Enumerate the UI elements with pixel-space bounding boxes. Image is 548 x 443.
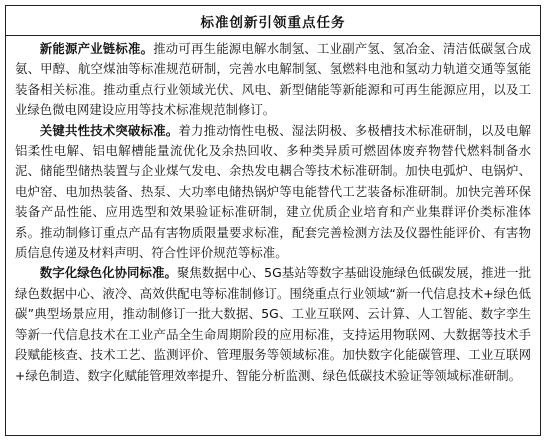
paragraph-text: 推动可再生能源电解水制氢、工业副产氢、氢冶金、清洁低碳氢合成氨、甲醇、航空煤油等标准规范研制，完善水电解制氢、氢燃料电池和氢动力轨道交通等氢能装备相关标准。推动重点行业领域光伏、风电、新型储能等新能源和可再生能源应用，以及工业绿色微电网建设应用等技术标准规范制修订。 xyxy=(15,41,532,118)
paragraph-text: 聚焦数据中心、5G基站等数字基础设施绿色低碳发展，推进一批绿色数据中心、液冷、高效供配电等标准制修订。围绕重点行业领域“新一代信息技术+绿色低碳”典型场景应用，推动制修订一批大数据、5G、工业互联网、云计算、人工智能、数字孪生等新一代信息技术在工业产品全生命周期阶段的应用标准，支持运用物联网、大数据等技术手段赋能核查、技术工艺、监测评价、管理服务等领域标准。加快数字化能碳管理、工业互联网+绿色制造、数字化赋能管理效率提升、智能分析监测、绿色低碳技术验证等领域标准研制。 xyxy=(15,265,531,383)
paragraph-lead: 关键共性技术突破标准。 xyxy=(39,122,179,138)
paragraph-new-energy xyxy=(15,39,531,121)
box-body xyxy=(6,36,540,386)
paragraph-lead: 新能源产业链标准。 xyxy=(39,41,154,56)
paragraph-text: 着力推动惰性电极、湿法阴极、多极槽技术标准研制，以及电解铝柔性电解、铝电解槽能量流优化及余热回收、多种类异质可燃固体废弃物替代燃料制备水泥、储能型储热装置与企业煤气发电、余热发电耦合等技术标准研制。加快电弧炉、电锅炉、电炉窑、电加热装备、热泵、大功率电储热锅炉等电能替代工艺装备标准研制。加快完善环保装备产品性能、应用选型和效果验证标准研制，建立优质企业培育和产业集群评价类标准体系。推动制修订重点产品有害物质限量要求标准，配套完善检测方法及仪器性能评价、有害物质信息传递及材料声明、符合性评价规范等标准。 xyxy=(15,122,532,261)
paragraph-lead: 数字化绿色化协同标准。 xyxy=(39,265,177,281)
box-title: 标准创新引领重点任务 xyxy=(6,6,540,36)
task-box xyxy=(5,5,541,436)
paragraph-digital-green xyxy=(15,263,531,385)
paragraph-key-tech xyxy=(15,121,531,264)
